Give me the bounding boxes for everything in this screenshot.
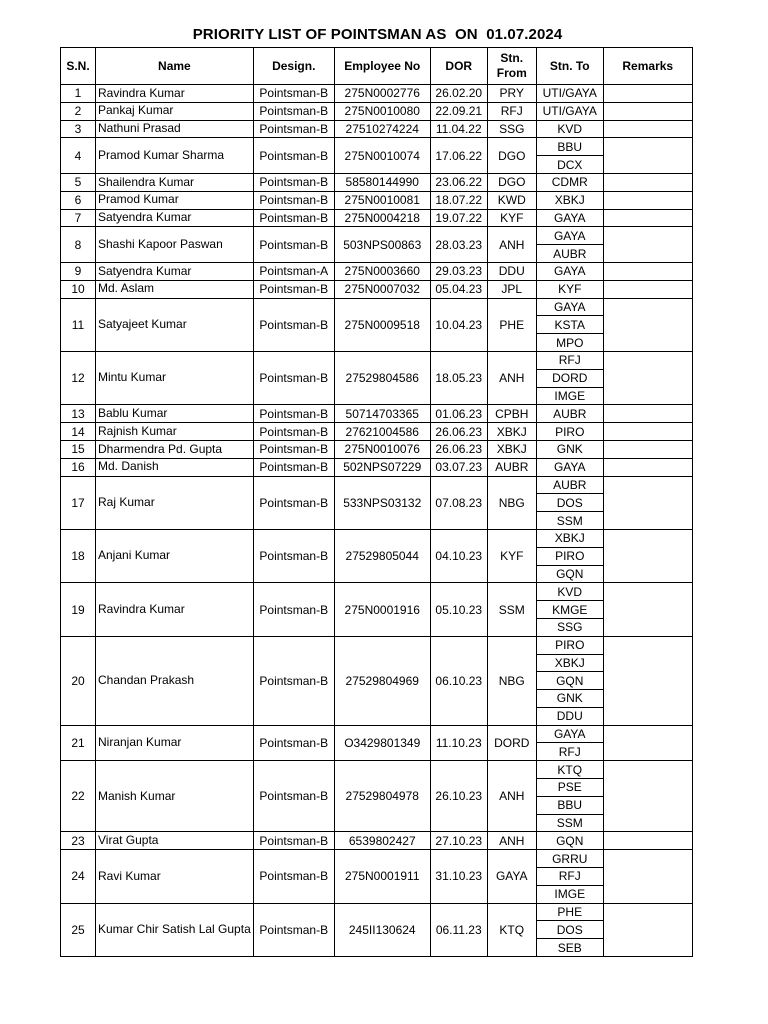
- designation-cell: Pointsman-B: [253, 583, 334, 636]
- dor-cell: 18.07.22: [430, 191, 487, 209]
- employee-no-cell: O3429801349: [334, 725, 430, 761]
- stn-to-cell: CDMR: [536, 173, 603, 191]
- serial-number-cell: 1: [61, 85, 96, 103]
- table-row: [61, 440, 693, 458]
- remarks-cell: [603, 298, 692, 351]
- stn-to-cell: XBKJ: [536, 654, 603, 672]
- dor-cell: 06.10.23: [430, 636, 487, 725]
- designation-cell: Pointsman-B: [253, 138, 334, 174]
- serial-number-cell: 18: [61, 529, 96, 582]
- serial-number-cell: 8: [61, 227, 96, 263]
- serial-number-cell: 10: [61, 280, 96, 298]
- stn-from-cell: PHE: [487, 298, 536, 351]
- designation-cell: Pointsman-B: [253, 529, 334, 582]
- stn-to-cell: GAYA: [536, 209, 603, 227]
- designation-cell: Pointsman-A: [253, 262, 334, 280]
- designation-cell: Pointsman-B: [253, 209, 334, 227]
- stn-to-cell: GAYA: [536, 227, 603, 245]
- serial-number-cell: 23: [61, 832, 96, 850]
- name-cell: Pramod Kumar Sharma: [96, 138, 254, 174]
- remarks-cell: [603, 903, 692, 956]
- remarks-cell: [603, 423, 692, 441]
- dor-cell: 11.04.22: [430, 120, 487, 138]
- stn-from-cell: ANH: [487, 351, 536, 404]
- employee-no-cell: 27529804969: [334, 636, 430, 725]
- designation-cell: Pointsman-B: [253, 405, 334, 423]
- stn-to-cell: GQN: [536, 672, 603, 690]
- name-cell: Anjani Kumar: [96, 529, 254, 582]
- employee-no-cell: 275N0001911: [334, 850, 430, 903]
- remarks-cell: [603, 529, 692, 582]
- serial-number-cell: 9: [61, 262, 96, 280]
- stn-to-cell: BBU: [536, 138, 603, 156]
- employee-no-cell: 502NPS07229: [334, 458, 430, 476]
- employee-no-cell: 533NPS03132: [334, 476, 430, 529]
- name-cell: Virat Gupta: [96, 832, 254, 850]
- table-row: [61, 351, 693, 369]
- dor-cell: 05.04.23: [430, 280, 487, 298]
- employee-no-cell: 275N0003660: [334, 262, 430, 280]
- remarks-cell: [603, 476, 692, 529]
- designation-cell: Pointsman-B: [253, 298, 334, 351]
- dor-cell: 17.06.22: [430, 138, 487, 174]
- stn-to-cell: UTI/GAYA: [536, 85, 603, 103]
- remarks-cell: [603, 761, 692, 832]
- stn-to-cell: SEB: [536, 939, 603, 957]
- stn-from-cell: DDU: [487, 262, 536, 280]
- remarks-cell: [603, 173, 692, 191]
- remarks-cell: [603, 458, 692, 476]
- stn-from-cell: PRY: [487, 85, 536, 103]
- name-cell: Chandan Prakash: [96, 636, 254, 725]
- employee-no-cell: 245II130624: [334, 903, 430, 956]
- serial-number-cell: 21: [61, 725, 96, 761]
- dor-cell: 06.11.23: [430, 903, 487, 956]
- remarks-cell: [603, 191, 692, 209]
- serial-number-cell: 4: [61, 138, 96, 174]
- dor-cell: 19.07.22: [430, 209, 487, 227]
- name-cell: Dharmendra Pd. Gupta: [96, 440, 254, 458]
- table-row: [61, 298, 693, 316]
- remarks-cell: [603, 583, 692, 636]
- designation-cell: Pointsman-B: [253, 903, 334, 956]
- name-cell: Manish Kumar: [96, 761, 254, 832]
- header-row: [61, 48, 693, 85]
- col-header-remarks: Remarks: [603, 48, 692, 85]
- stn-to-cell: GQN: [536, 565, 603, 583]
- stn-to-cell: UTI/GAYA: [536, 102, 603, 120]
- stn-to-cell: DORD: [536, 369, 603, 387]
- stn-to-cell: PIRO: [536, 636, 603, 654]
- stn-to-cell: XBKJ: [536, 191, 603, 209]
- stn-from-cell: SSG: [487, 120, 536, 138]
- stn-from-cell: JPL: [487, 280, 536, 298]
- stn-to-cell: KTQ: [536, 761, 603, 779]
- name-cell: Shashi Kapoor Paswan: [96, 227, 254, 263]
- col-header-design: Design.: [253, 48, 334, 85]
- serial-number-cell: 24: [61, 850, 96, 903]
- serial-number-cell: 15: [61, 440, 96, 458]
- stn-from-cell: SSM: [487, 583, 536, 636]
- name-cell: Md. Aslam: [96, 280, 254, 298]
- serial-number-cell: 6: [61, 191, 96, 209]
- dor-cell: 26.06.23: [430, 440, 487, 458]
- stn-to-cell: RFJ: [536, 743, 603, 761]
- table-row: [61, 280, 693, 298]
- stn-from-cell: KYF: [487, 529, 536, 582]
- stn-from-cell: KYF: [487, 209, 536, 227]
- col-header-dor: DOR: [430, 48, 487, 85]
- serial-number-cell: 2: [61, 102, 96, 120]
- table-row: [61, 761, 693, 779]
- serial-number-cell: 13: [61, 405, 96, 423]
- employee-no-cell: 27621004586: [334, 423, 430, 441]
- employee-no-cell: 58580144990: [334, 173, 430, 191]
- stn-to-cell: GRRU: [536, 850, 603, 868]
- stn-to-cell: GQN: [536, 832, 603, 850]
- dor-cell: 05.10.23: [430, 583, 487, 636]
- serial-number-cell: 20: [61, 636, 96, 725]
- table-row: [61, 209, 693, 227]
- name-cell: Shailendra Kumar: [96, 173, 254, 191]
- designation-cell: Pointsman-B: [253, 850, 334, 903]
- employee-no-cell: 275N0010080: [334, 102, 430, 120]
- employee-no-cell: 6539802427: [334, 832, 430, 850]
- remarks-cell: [603, 85, 692, 103]
- stn-to-cell: GNK: [536, 690, 603, 708]
- designation-cell: Pointsman-B: [253, 761, 334, 832]
- remarks-cell: [603, 227, 692, 263]
- stn-to-cell: AUBR: [536, 476, 603, 494]
- serial-number-cell: 19: [61, 583, 96, 636]
- name-cell: Pramod Kumar: [96, 191, 254, 209]
- stn-to-cell: MPO: [536, 334, 603, 352]
- dor-cell: 03.07.23: [430, 458, 487, 476]
- stn-to-cell: IMGE: [536, 885, 603, 903]
- remarks-cell: [603, 280, 692, 298]
- stn-from-cell: GAYA: [487, 850, 536, 903]
- table-row: [61, 832, 693, 850]
- employee-no-cell: 27529804978: [334, 761, 430, 832]
- stn-to-cell: PSE: [536, 779, 603, 797]
- designation-cell: Pointsman-B: [253, 351, 334, 404]
- stn-to-cell: SSG: [536, 618, 603, 636]
- table-row: [61, 850, 693, 868]
- stn-from-cell: ANH: [487, 832, 536, 850]
- remarks-cell: [603, 262, 692, 280]
- employee-no-cell: 275N0009518: [334, 298, 430, 351]
- stn-from-cell: DORD: [487, 725, 536, 761]
- table-row: [61, 120, 693, 138]
- employee-no-cell: 503NPS00863: [334, 227, 430, 263]
- col-header-employee-no: Employee No: [334, 48, 430, 85]
- col-header-stn-from: Stn. From: [487, 48, 536, 85]
- name-cell: Bablu Kumar: [96, 405, 254, 423]
- employee-no-cell: 275N0007032: [334, 280, 430, 298]
- stn-from-cell: ANH: [487, 761, 536, 832]
- employee-no-cell: 27529805044: [334, 529, 430, 582]
- stn-to-cell: GAYA: [536, 298, 603, 316]
- dor-cell: 23.06.22: [430, 173, 487, 191]
- dor-cell: 29.03.23: [430, 262, 487, 280]
- table-row: [61, 636, 693, 654]
- stn-to-cell: DDU: [536, 707, 603, 725]
- stn-to-cell: IMGE: [536, 387, 603, 405]
- serial-number-cell: 16: [61, 458, 96, 476]
- remarks-cell: [603, 120, 692, 138]
- name-cell: Mintu Kumar: [96, 351, 254, 404]
- stn-from-cell: DGO: [487, 173, 536, 191]
- designation-cell: Pointsman-B: [253, 832, 334, 850]
- name-cell: Niranjan Kumar: [96, 725, 254, 761]
- designation-cell: Pointsman-B: [253, 423, 334, 441]
- stn-to-cell: GNK: [536, 440, 603, 458]
- remarks-cell: [603, 351, 692, 404]
- designation-cell: Pointsman-B: [253, 227, 334, 263]
- employee-no-cell: 275N0004218: [334, 209, 430, 227]
- table-row: [61, 405, 693, 423]
- stn-to-cell: SSM: [536, 512, 603, 530]
- table-row: [61, 85, 693, 103]
- remarks-cell: [603, 405, 692, 423]
- designation-cell: Pointsman-B: [253, 725, 334, 761]
- dor-cell: 11.10.23: [430, 725, 487, 761]
- table-row: [61, 725, 693, 743]
- table-row: [61, 102, 693, 120]
- designation-cell: Pointsman-B: [253, 458, 334, 476]
- table-row: [61, 191, 693, 209]
- stn-from-cell: KTQ: [487, 903, 536, 956]
- stn-from-cell: CPBH: [487, 405, 536, 423]
- designation-cell: Pointsman-B: [253, 102, 334, 120]
- stn-from-cell: NBG: [487, 636, 536, 725]
- stn-to-cell: PIRO: [536, 547, 603, 565]
- col-header-sn: S.N.: [61, 48, 96, 85]
- serial-number-cell: 12: [61, 351, 96, 404]
- designation-cell: Pointsman-B: [253, 191, 334, 209]
- page-title: PRIORITY LIST OF POINTSMAN AS ON 01.07.2024: [192, 26, 563, 43]
- name-cell: Pankaj Kumar: [96, 102, 254, 120]
- name-cell: Md. Danish: [96, 458, 254, 476]
- stn-to-cell: SSM: [536, 814, 603, 832]
- dor-cell: 26.06.23: [430, 423, 487, 441]
- stn-to-cell: GAYA: [536, 725, 603, 743]
- stn-to-cell: XBKJ: [536, 529, 603, 547]
- remarks-cell: [603, 440, 692, 458]
- serial-number-cell: 22: [61, 761, 96, 832]
- stn-to-cell: GAYA: [536, 262, 603, 280]
- remarks-cell: [603, 832, 692, 850]
- dor-cell: 26.02.20: [430, 85, 487, 103]
- serial-number-cell: 11: [61, 298, 96, 351]
- stn-to-cell: KVD: [536, 583, 603, 601]
- table-row: [61, 476, 693, 494]
- stn-to-cell: RFJ: [536, 351, 603, 369]
- serial-number-cell: 5: [61, 173, 96, 191]
- designation-cell: Pointsman-B: [253, 120, 334, 138]
- col-header-name: Name: [96, 48, 254, 85]
- serial-number-cell: 25: [61, 903, 96, 956]
- table-row: [61, 529, 693, 547]
- designation-cell: Pointsman-B: [253, 476, 334, 529]
- table-row: [61, 138, 693, 156]
- name-cell: Kumar Chir Satish Lal Gupta: [96, 903, 254, 956]
- dor-cell: 26.10.23: [430, 761, 487, 832]
- employee-no-cell: 275N0002776: [334, 85, 430, 103]
- employee-no-cell: 27510274224: [334, 120, 430, 138]
- remarks-cell: [603, 138, 692, 174]
- stn-to-cell: AUBR: [536, 245, 603, 263]
- dor-cell: 22.09.21: [430, 102, 487, 120]
- designation-cell: Pointsman-B: [253, 280, 334, 298]
- stn-from-cell: ANH: [487, 227, 536, 263]
- stn-to-cell: KSTA: [536, 316, 603, 334]
- stn-to-cell: DOS: [536, 494, 603, 512]
- serial-number-cell: 17: [61, 476, 96, 529]
- table-row: [61, 423, 693, 441]
- stn-from-cell: AUBR: [487, 458, 536, 476]
- name-cell: Satyajeet Kumar: [96, 298, 254, 351]
- employee-no-cell: 275N0010074: [334, 138, 430, 174]
- stn-to-cell: GAYA: [536, 458, 603, 476]
- table-row: [61, 173, 693, 191]
- table-row: [61, 227, 693, 245]
- table-row: [61, 458, 693, 476]
- stn-to-cell: PIRO: [536, 423, 603, 441]
- name-cell: Ravi Kumar: [96, 850, 254, 903]
- dor-cell: 18.05.23: [430, 351, 487, 404]
- serial-number-cell: 14: [61, 423, 96, 441]
- dor-cell: 01.06.23: [430, 405, 487, 423]
- stn-to-cell: KMGE: [536, 601, 603, 619]
- stn-to-cell: KVD: [536, 120, 603, 138]
- remarks-cell: [603, 209, 692, 227]
- dor-cell: 07.08.23: [430, 476, 487, 529]
- stn-to-cell: KYF: [536, 280, 603, 298]
- dor-cell: 10.04.23: [430, 298, 487, 351]
- remarks-cell: [603, 850, 692, 903]
- name-cell: Ravindra Kumar: [96, 85, 254, 103]
- employee-no-cell: 50714703365: [334, 405, 430, 423]
- table-row: [61, 583, 693, 601]
- stn-to-cell: PHE: [536, 903, 603, 921]
- dor-cell: 04.10.23: [430, 529, 487, 582]
- dor-cell: 31.10.23: [430, 850, 487, 903]
- remarks-cell: [603, 102, 692, 120]
- designation-cell: Pointsman-B: [253, 173, 334, 191]
- employee-no-cell: 275N0001916: [334, 583, 430, 636]
- priority-list-table: [60, 47, 693, 957]
- serial-number-cell: 7: [61, 209, 96, 227]
- designation-cell: Pointsman-B: [253, 636, 334, 725]
- employee-no-cell: 275N0010076: [334, 440, 430, 458]
- table-row: [61, 903, 693, 921]
- name-cell: Rajnish Kumar: [96, 423, 254, 441]
- employee-no-cell: 27529804586: [334, 351, 430, 404]
- stn-from-cell: DGO: [487, 138, 536, 174]
- name-cell: Raj Kumar: [96, 476, 254, 529]
- stn-from-cell: NBG: [487, 476, 536, 529]
- remarks-cell: [603, 725, 692, 761]
- stn-from-cell: XBKJ: [487, 440, 536, 458]
- dor-cell: 28.03.23: [430, 227, 487, 263]
- stn-to-cell: BBU: [536, 796, 603, 814]
- name-cell: Satyendra Kumar: [96, 262, 254, 280]
- serial-number-cell: 3: [61, 120, 96, 138]
- stn-from-cell: XBKJ: [487, 423, 536, 441]
- employee-no-cell: 275N0010081: [334, 191, 430, 209]
- remarks-cell: [603, 636, 692, 725]
- stn-to-cell: AUBR: [536, 405, 603, 423]
- name-cell: Nathuni Prasad: [96, 120, 254, 138]
- stn-to-cell: DCX: [536, 156, 603, 174]
- col-header-stn-to: Stn. To: [536, 48, 603, 85]
- stn-to-cell: DOS: [536, 921, 603, 939]
- table-row: [61, 262, 693, 280]
- name-cell: Satyendra Kumar: [96, 209, 254, 227]
- designation-cell: Pointsman-B: [253, 85, 334, 103]
- designation-cell: Pointsman-B: [253, 440, 334, 458]
- stn-from-cell: RFJ: [487, 102, 536, 120]
- stn-to-cell: RFJ: [536, 868, 603, 886]
- dor-cell: 27.10.23: [430, 832, 487, 850]
- stn-from-cell: KWD: [487, 191, 536, 209]
- name-cell: Ravindra Kumar: [96, 583, 254, 636]
